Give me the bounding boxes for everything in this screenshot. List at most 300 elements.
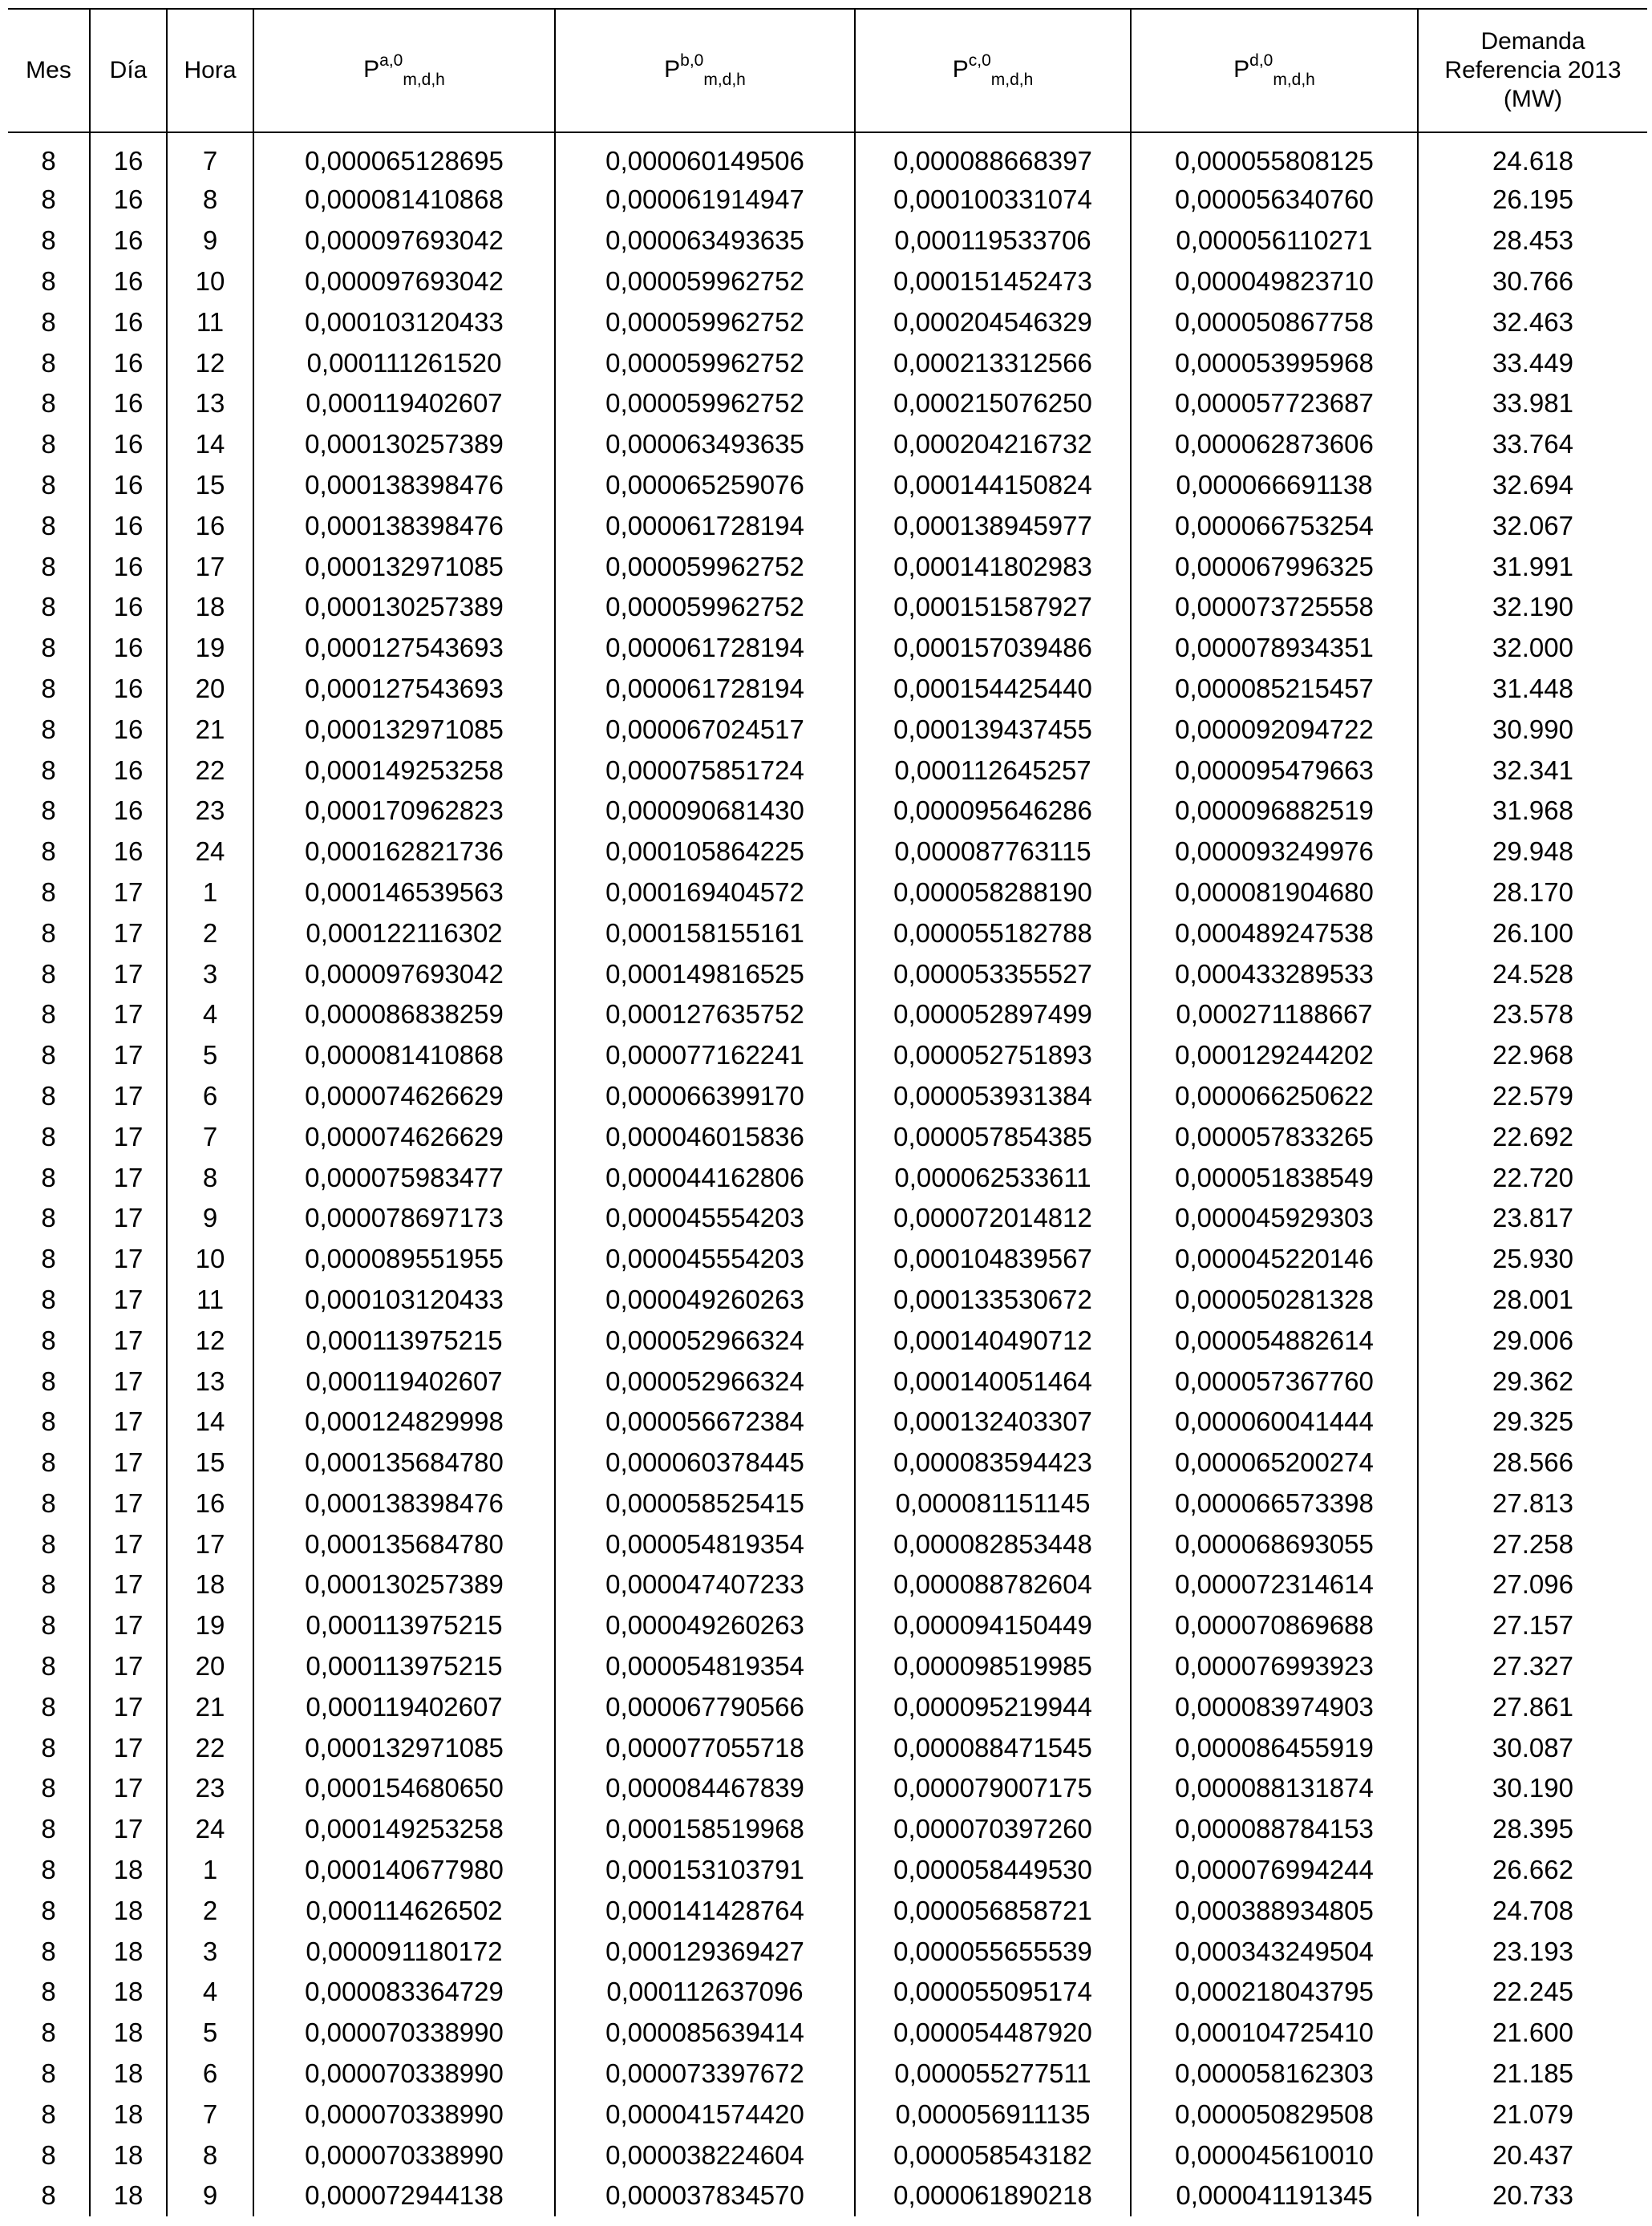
cell-mes: 8 xyxy=(41,265,56,296)
cell-mes: 8 xyxy=(41,1651,56,1682)
cell-pd: 0,000066250622 xyxy=(1131,1076,1418,1117)
cell-pc: 0,000058288190 xyxy=(855,872,1131,913)
cell-pc: 0,000088782604 xyxy=(855,1564,1131,1605)
cell-pa: 0,000081410868 xyxy=(253,1035,555,1076)
cell-demanda: 23.817 xyxy=(1418,1198,1647,1239)
cell-hora: 9 xyxy=(167,221,253,261)
cell-mes: 8 xyxy=(41,1366,56,1396)
cell-pa: 0,000138398476 xyxy=(253,1483,555,1524)
cell-pb: 0,000077055718 xyxy=(555,1727,855,1768)
table-row xyxy=(8,1686,1647,1727)
cell-dia: 16 xyxy=(90,342,167,383)
cell-hora: 8 xyxy=(167,1157,253,1198)
table-row xyxy=(8,1157,1647,1198)
cell-pa: 0,000149253258 xyxy=(253,1809,555,1850)
cell-hora: 10 xyxy=(167,1239,253,1280)
cell-pb: 0,000077162241 xyxy=(555,1035,855,1076)
cell-pd: 0,000057833265 xyxy=(1131,1116,1418,1157)
cell-pa: 0,000083364729 xyxy=(253,1972,555,2013)
table-row xyxy=(8,1931,1647,1972)
cell-dia: 17 xyxy=(90,1361,167,1402)
cell-hora: 23 xyxy=(167,1768,253,1809)
cell-dia: 18 xyxy=(90,2054,167,2094)
header-pa xyxy=(253,9,555,132)
cell-hora: 1 xyxy=(167,1850,253,1891)
cell-pb: 0,000112637096 xyxy=(555,1972,855,2013)
cell-mes: 8 xyxy=(41,836,56,867)
cell-hora: 14 xyxy=(167,424,253,465)
cell-pd: 0,000093249976 xyxy=(1131,832,1418,872)
cell-dia: 17 xyxy=(90,1035,167,1076)
cell-mes: 8 xyxy=(41,1284,56,1314)
cell-mes: 8 xyxy=(41,225,56,256)
cell-mes: 8 xyxy=(41,1244,56,1274)
cell-demanda: 27.861 xyxy=(1418,1686,1647,1727)
cell-mes: 8 xyxy=(41,1080,56,1111)
header-pc-base: P xyxy=(952,55,969,83)
cell-mes: 8 xyxy=(41,469,56,500)
table-row xyxy=(8,1727,1647,1768)
cell-pc: 0,000213312566 xyxy=(855,342,1131,383)
cell-pb: 0,000049260263 xyxy=(555,1605,855,1646)
cell-pd: 0,000083974903 xyxy=(1131,1686,1418,1727)
table-header xyxy=(8,9,1647,132)
cell-hora: 3 xyxy=(167,1931,253,1972)
cell-pd: 0,000045220146 xyxy=(1131,1239,1418,1280)
cell-hora: 5 xyxy=(167,1035,253,1076)
cell-pa: 0,000070338990 xyxy=(253,2013,555,2054)
cell-demanda: 22.720 xyxy=(1418,1157,1647,1198)
cell-mes: 8 xyxy=(41,1325,56,1355)
cell-pd: 0,000271188667 xyxy=(1131,994,1418,1035)
cell-pd: 0,000068693055 xyxy=(1131,1524,1418,1564)
cell-mes: 8 xyxy=(41,306,56,337)
cell-demanda: 27.813 xyxy=(1418,1483,1647,1524)
cell-demanda: 28.566 xyxy=(1418,1443,1647,1483)
table-row xyxy=(8,1076,1647,1117)
header-mes: Mes xyxy=(8,9,90,132)
cell-demanda: 32.000 xyxy=(1418,628,1647,669)
cell-mes: 8 xyxy=(41,673,56,703)
cell-mes: 8 xyxy=(41,1855,56,1885)
cell-pd: 0,000076993923 xyxy=(1131,1646,1418,1687)
table-row xyxy=(8,994,1647,1035)
table-row xyxy=(8,1850,1647,1891)
cell-mes: 8 xyxy=(41,551,56,581)
cell-hora: 11 xyxy=(167,1280,253,1321)
header-demanda xyxy=(1418,9,1647,132)
cell-pc: 0,000055095174 xyxy=(855,1972,1131,2013)
cell-demanda: 29.362 xyxy=(1418,1361,1647,1402)
cell-pc: 0,000095219944 xyxy=(855,1686,1131,1727)
cell-dia: 17 xyxy=(90,1727,167,1768)
cell-pb: 0,000059962752 xyxy=(555,546,855,587)
table-row xyxy=(8,1443,1647,1483)
cell-pd: 0,000045610010 xyxy=(1131,2135,1418,2175)
table-row xyxy=(8,132,1647,180)
cell-dia: 17 xyxy=(90,1157,167,1198)
cell-pc: 0,000094150449 xyxy=(855,1605,1131,1646)
cell-demanda: 29.948 xyxy=(1418,832,1647,872)
cell-pa: 0,000097693042 xyxy=(253,261,555,302)
cell-hora: 12 xyxy=(167,1320,253,1361)
table-row xyxy=(8,2054,1647,2094)
cell-pb: 0,000052966324 xyxy=(555,1361,855,1402)
cell-demanda: 30.190 xyxy=(1418,1768,1647,1809)
cell-pd: 0,000388934805 xyxy=(1131,1890,1418,1931)
table-row xyxy=(8,750,1647,791)
table-row xyxy=(8,1605,1647,1646)
cell-demanda: 27.327 xyxy=(1418,1646,1647,1687)
cell-mes: 8 xyxy=(41,999,56,1030)
header-pd xyxy=(1131,9,1418,132)
table-row xyxy=(8,342,1647,383)
cell-pc: 0,000056858721 xyxy=(855,1890,1131,1931)
cell-pb: 0,000059962752 xyxy=(555,342,855,383)
cell-pa: 0,000130257389 xyxy=(253,587,555,628)
cell-hora: 5 xyxy=(167,2013,253,2054)
cell-pc: 0,000119533706 xyxy=(855,221,1131,261)
table-row xyxy=(8,1116,1647,1157)
table-row xyxy=(8,1564,1647,1605)
cell-pd: 0,000129244202 xyxy=(1131,1035,1418,1076)
cell-hora: 18 xyxy=(167,587,253,628)
cell-pa: 0,000078697173 xyxy=(253,1198,555,1239)
cell-pc: 0,000098519985 xyxy=(855,1646,1131,1687)
cell-pd: 0,000049823710 xyxy=(1131,261,1418,302)
header-pb xyxy=(555,9,855,132)
cell-pb: 0,000127635752 xyxy=(555,994,855,1035)
cell-dia: 17 xyxy=(90,1239,167,1280)
cell-pa: 0,000154680650 xyxy=(253,1768,555,1809)
table-row xyxy=(8,261,1647,302)
cell-pd: 0,000051838549 xyxy=(1131,1157,1418,1198)
cell-pc: 0,000056911135 xyxy=(855,2094,1131,2135)
cell-dia: 17 xyxy=(90,1443,167,1483)
cell-dia: 18 xyxy=(90,2094,167,2135)
cell-pa: 0,000070338990 xyxy=(253,2054,555,2094)
cell-pb: 0,000149816525 xyxy=(555,953,855,994)
cell-dia: 17 xyxy=(90,1280,167,1321)
cell-pa: 0,000097693042 xyxy=(253,221,555,261)
cell-pa: 0,000119402607 xyxy=(253,1361,555,1402)
cell-hora: 16 xyxy=(167,1483,253,1524)
cell-mes: 8 xyxy=(41,795,56,826)
cell-demanda: 33.981 xyxy=(1418,383,1647,424)
cell-pb: 0,000169404572 xyxy=(555,872,855,913)
cell-pb: 0,000141428764 xyxy=(555,1890,855,1931)
cell-pb: 0,000067790566 xyxy=(555,1686,855,1727)
cell-pb: 0,000061728194 xyxy=(555,628,855,669)
cell-mes: 8 xyxy=(41,429,56,459)
cell-pb: 0,000063493635 xyxy=(555,221,855,261)
cell-pc: 0,000140051464 xyxy=(855,1361,1131,1402)
cell-mes: 8 xyxy=(41,2018,56,2048)
cell-pc: 0,000053931384 xyxy=(855,1076,1131,1117)
cell-demanda: 33.764 xyxy=(1418,424,1647,465)
cell-pc: 0,000138945977 xyxy=(855,505,1131,546)
cell-pa: 0,000070338990 xyxy=(253,2135,555,2175)
cell-pc: 0,000204216732 xyxy=(855,424,1131,465)
cell-pa: 0,000074626629 xyxy=(253,1076,555,1117)
cell-pa: 0,000114626502 xyxy=(253,1890,555,1931)
cell-demanda: 23.578 xyxy=(1418,994,1647,1035)
cell-pc: 0,000081151145 xyxy=(855,1483,1131,1524)
cell-demanda: 32.341 xyxy=(1418,750,1647,791)
cell-mes: 8 xyxy=(41,1691,56,1722)
cell-hora: 7 xyxy=(167,132,253,180)
header-pd-base: P xyxy=(1233,55,1250,83)
cell-demanda: 26.195 xyxy=(1418,180,1647,221)
cell-pb: 0,000090681430 xyxy=(555,791,855,832)
table-row xyxy=(8,2013,1647,2054)
header-pc xyxy=(855,9,1131,132)
cell-pc: 0,000058543182 xyxy=(855,2135,1131,2175)
cell-dia: 17 xyxy=(90,1198,167,1239)
table-row xyxy=(8,1809,1647,1850)
cell-demanda: 21.185 xyxy=(1418,2054,1647,2094)
cell-mes: 8 xyxy=(41,347,56,378)
header-pd-sub: m,d,h xyxy=(1273,70,1315,89)
cell-mes: 8 xyxy=(41,1977,56,2007)
cell-demanda: 30.087 xyxy=(1418,1727,1647,1768)
table-row xyxy=(8,424,1647,465)
cell-pd: 0,000060041444 xyxy=(1131,1402,1418,1443)
cell-hora: 6 xyxy=(167,1076,253,1117)
table-row xyxy=(8,1646,1647,1687)
cell-mes: 8 xyxy=(41,1121,56,1151)
cell-pd: 0,000076994244 xyxy=(1131,1850,1418,1891)
cell-dia: 17 xyxy=(90,1402,167,1443)
cell-mes: 8 xyxy=(41,714,56,744)
cell-demanda: 26.100 xyxy=(1418,913,1647,953)
cell-pb: 0,000045554203 xyxy=(555,1198,855,1239)
cell-mes: 8 xyxy=(41,876,56,907)
cell-demanda: 29.325 xyxy=(1418,1402,1647,1443)
cell-hora: 7 xyxy=(167,2094,253,2135)
cell-pa: 0,000065128695 xyxy=(253,132,555,180)
cell-hora: 17 xyxy=(167,546,253,587)
cell-pb: 0,000061728194 xyxy=(555,669,855,710)
cell-pc: 0,000083594423 xyxy=(855,1443,1131,1483)
cell-pc: 0,000058449530 xyxy=(855,1850,1131,1891)
cell-pb: 0,000059962752 xyxy=(555,587,855,628)
cell-pc: 0,000055655539 xyxy=(855,1931,1131,1972)
cell-pd: 0,000343249504 xyxy=(1131,1931,1418,1972)
cell-hora: 14 xyxy=(167,1402,253,1443)
table-row xyxy=(8,832,1647,872)
cell-mes: 8 xyxy=(41,958,56,989)
table-row xyxy=(8,1483,1647,1524)
cell-hora: 22 xyxy=(167,750,253,791)
cell-demanda: 27.258 xyxy=(1418,1524,1647,1564)
cell-demanda: 22.692 xyxy=(1418,1116,1647,1157)
cell-pb: 0,000054819354 xyxy=(555,1524,855,1564)
cell-pd: 0,000072314614 xyxy=(1131,1564,1418,1605)
cell-mes: 8 xyxy=(41,1773,56,1803)
cell-dia: 16 xyxy=(90,221,167,261)
cell-pc: 0,000204546329 xyxy=(855,302,1131,342)
cell-hora: 6 xyxy=(167,2054,253,2094)
cell-pb: 0,000058525415 xyxy=(555,1483,855,1524)
cell-demanda: 28.453 xyxy=(1418,221,1647,261)
table-row xyxy=(8,1890,1647,1931)
cell-pa: 0,000124829998 xyxy=(253,1402,555,1443)
table-row xyxy=(8,180,1647,221)
cell-pd: 0,000081904680 xyxy=(1131,872,1418,913)
cell-demanda: 28.395 xyxy=(1418,1809,1647,1850)
cell-pb: 0,000061728194 xyxy=(555,505,855,546)
table-row xyxy=(8,2175,1647,2216)
table-row xyxy=(8,1320,1647,1361)
cell-dia: 17 xyxy=(90,1605,167,1646)
cell-pd: 0,000489247538 xyxy=(1131,913,1418,953)
cell-pc: 0,000055277511 xyxy=(855,2054,1131,2094)
cell-dia: 17 xyxy=(90,1564,167,1605)
cell-pd: 0,000062873606 xyxy=(1131,424,1418,465)
cell-pc: 0,000061890218 xyxy=(855,2175,1131,2216)
cell-pa: 0,000140677980 xyxy=(253,1850,555,1891)
table-row xyxy=(8,1402,1647,1443)
cell-hora: 4 xyxy=(167,1972,253,2013)
cell-pb: 0,000044162806 xyxy=(555,1157,855,1198)
cell-mes: 8 xyxy=(41,1895,56,1925)
cell-dia: 17 xyxy=(90,1686,167,1727)
table-row xyxy=(8,546,1647,587)
cell-pa: 0,000091180172 xyxy=(253,1931,555,1972)
cell-hora: 2 xyxy=(167,913,253,953)
cell-dia: 18 xyxy=(90,2013,167,2054)
cell-pb: 0,000084467839 xyxy=(555,1768,855,1809)
table-row xyxy=(8,465,1647,506)
cell-pd: 0,000088131874 xyxy=(1131,1768,1418,1809)
cell-pc: 0,000052751893 xyxy=(855,1035,1131,1076)
cell-pa: 0,000149253258 xyxy=(253,750,555,791)
cell-pa: 0,000146539563 xyxy=(253,872,555,913)
cell-mes: 8 xyxy=(41,917,56,948)
cell-pd: 0,000057367760 xyxy=(1131,1361,1418,1402)
cell-hora: 16 xyxy=(167,505,253,546)
table-row xyxy=(8,587,1647,628)
cell-dia: 16 xyxy=(90,587,167,628)
cell-pa: 0,000119402607 xyxy=(253,383,555,424)
cell-dia: 17 xyxy=(90,1116,167,1157)
table-row xyxy=(8,1361,1647,1402)
cell-pb: 0,000041574420 xyxy=(555,2094,855,2135)
header-demanda-line2: Referencia 2013 xyxy=(1444,57,1622,83)
table-row xyxy=(8,221,1647,261)
table-row xyxy=(8,791,1647,832)
cell-pa: 0,000113975215 xyxy=(253,1605,555,1646)
cell-demanda: 30.766 xyxy=(1418,261,1647,302)
cell-pb: 0,000046015836 xyxy=(555,1116,855,1157)
cell-pa: 0,000074626629 xyxy=(253,1116,555,1157)
cell-mes: 8 xyxy=(41,1814,56,1844)
cell-hora: 19 xyxy=(167,628,253,669)
cell-pa: 0,000127543693 xyxy=(253,669,555,710)
cell-pa: 0,000081410868 xyxy=(253,180,555,221)
cell-mes: 8 xyxy=(41,146,56,176)
cell-pb: 0,000129369427 xyxy=(555,1931,855,1972)
cell-mes: 8 xyxy=(41,633,56,663)
cell-pc: 0,000141802983 xyxy=(855,546,1131,587)
cell-pa: 0,000130257389 xyxy=(253,424,555,465)
cell-dia: 17 xyxy=(90,994,167,1035)
cell-hora: 19 xyxy=(167,1605,253,1646)
cell-pa: 0,000135684780 xyxy=(253,1443,555,1483)
cell-mes: 8 xyxy=(41,1487,56,1518)
table-body xyxy=(8,132,1647,2216)
cell-pc: 0,000055182788 xyxy=(855,913,1131,953)
cell-dia: 18 xyxy=(90,2135,167,2175)
cell-mes: 8 xyxy=(41,755,56,785)
cell-hora: 9 xyxy=(167,1198,253,1239)
cell-demanda: 31.968 xyxy=(1418,791,1647,832)
table-row xyxy=(8,2094,1647,2135)
cell-pd: 0,000092094722 xyxy=(1131,709,1418,750)
cell-pc: 0,000215076250 xyxy=(855,383,1131,424)
cell-demanda: 25.930 xyxy=(1418,1239,1647,1280)
cell-pa: 0,000132971085 xyxy=(253,1727,555,1768)
cell-pc: 0,000052897499 xyxy=(855,994,1131,1035)
cell-dia: 17 xyxy=(90,1076,167,1117)
cell-pd: 0,000050867758 xyxy=(1131,302,1418,342)
cell-dia: 17 xyxy=(90,1809,167,1850)
cell-dia: 17 xyxy=(90,1524,167,1564)
cell-pa: 0,000089551955 xyxy=(253,1239,555,1280)
cell-demanda: 20.437 xyxy=(1418,2135,1647,2175)
header-demanda-line1: Demanda xyxy=(1480,28,1585,55)
cell-dia: 16 xyxy=(90,628,167,669)
table-row xyxy=(8,2135,1647,2175)
header-pa-sub: m,d,h xyxy=(403,70,445,89)
header-pc-sup: c,0 xyxy=(968,51,991,70)
cell-hora: 15 xyxy=(167,465,253,506)
cell-pb: 0,000059962752 xyxy=(555,261,855,302)
cell-hora: 21 xyxy=(167,1686,253,1727)
cell-pd: 0,000066691138 xyxy=(1131,465,1418,506)
table-row xyxy=(8,383,1647,424)
cell-pc: 0,000132403307 xyxy=(855,1402,1131,1443)
cell-mes: 8 xyxy=(41,184,56,215)
table-row xyxy=(8,669,1647,710)
cell-pc: 0,000082853448 xyxy=(855,1524,1131,1564)
cell-dia: 16 xyxy=(90,505,167,546)
cell-demanda: 31.448 xyxy=(1418,669,1647,710)
cell-pc: 0,000062533611 xyxy=(855,1157,1131,1198)
cell-dia: 16 xyxy=(90,180,167,221)
cell-dia: 17 xyxy=(90,1646,167,1687)
cell-demanda: 26.662 xyxy=(1418,1850,1647,1891)
cell-hora: 13 xyxy=(167,383,253,424)
cell-pb: 0,000059962752 xyxy=(555,383,855,424)
cell-demanda: 32.694 xyxy=(1418,465,1647,506)
cell-demanda: 24.708 xyxy=(1418,1890,1647,1931)
cell-pd: 0,000050281328 xyxy=(1131,1280,1418,1321)
cell-pb: 0,000075851724 xyxy=(555,750,855,791)
cell-dia: 16 xyxy=(90,546,167,587)
cell-pb: 0,000047407233 xyxy=(555,1564,855,1605)
cell-pd: 0,000433289533 xyxy=(1131,953,1418,994)
table-row xyxy=(8,1524,1647,1564)
cell-hora: 8 xyxy=(167,2135,253,2175)
cell-pd: 0,000056340760 xyxy=(1131,180,1418,221)
cell-pc: 0,000053355527 xyxy=(855,953,1131,994)
cell-hora: 9 xyxy=(167,2175,253,2216)
header-demanda-line3: (MW) xyxy=(1503,86,1563,112)
table-row xyxy=(8,709,1647,750)
cell-pb: 0,000153103791 xyxy=(555,1850,855,1891)
